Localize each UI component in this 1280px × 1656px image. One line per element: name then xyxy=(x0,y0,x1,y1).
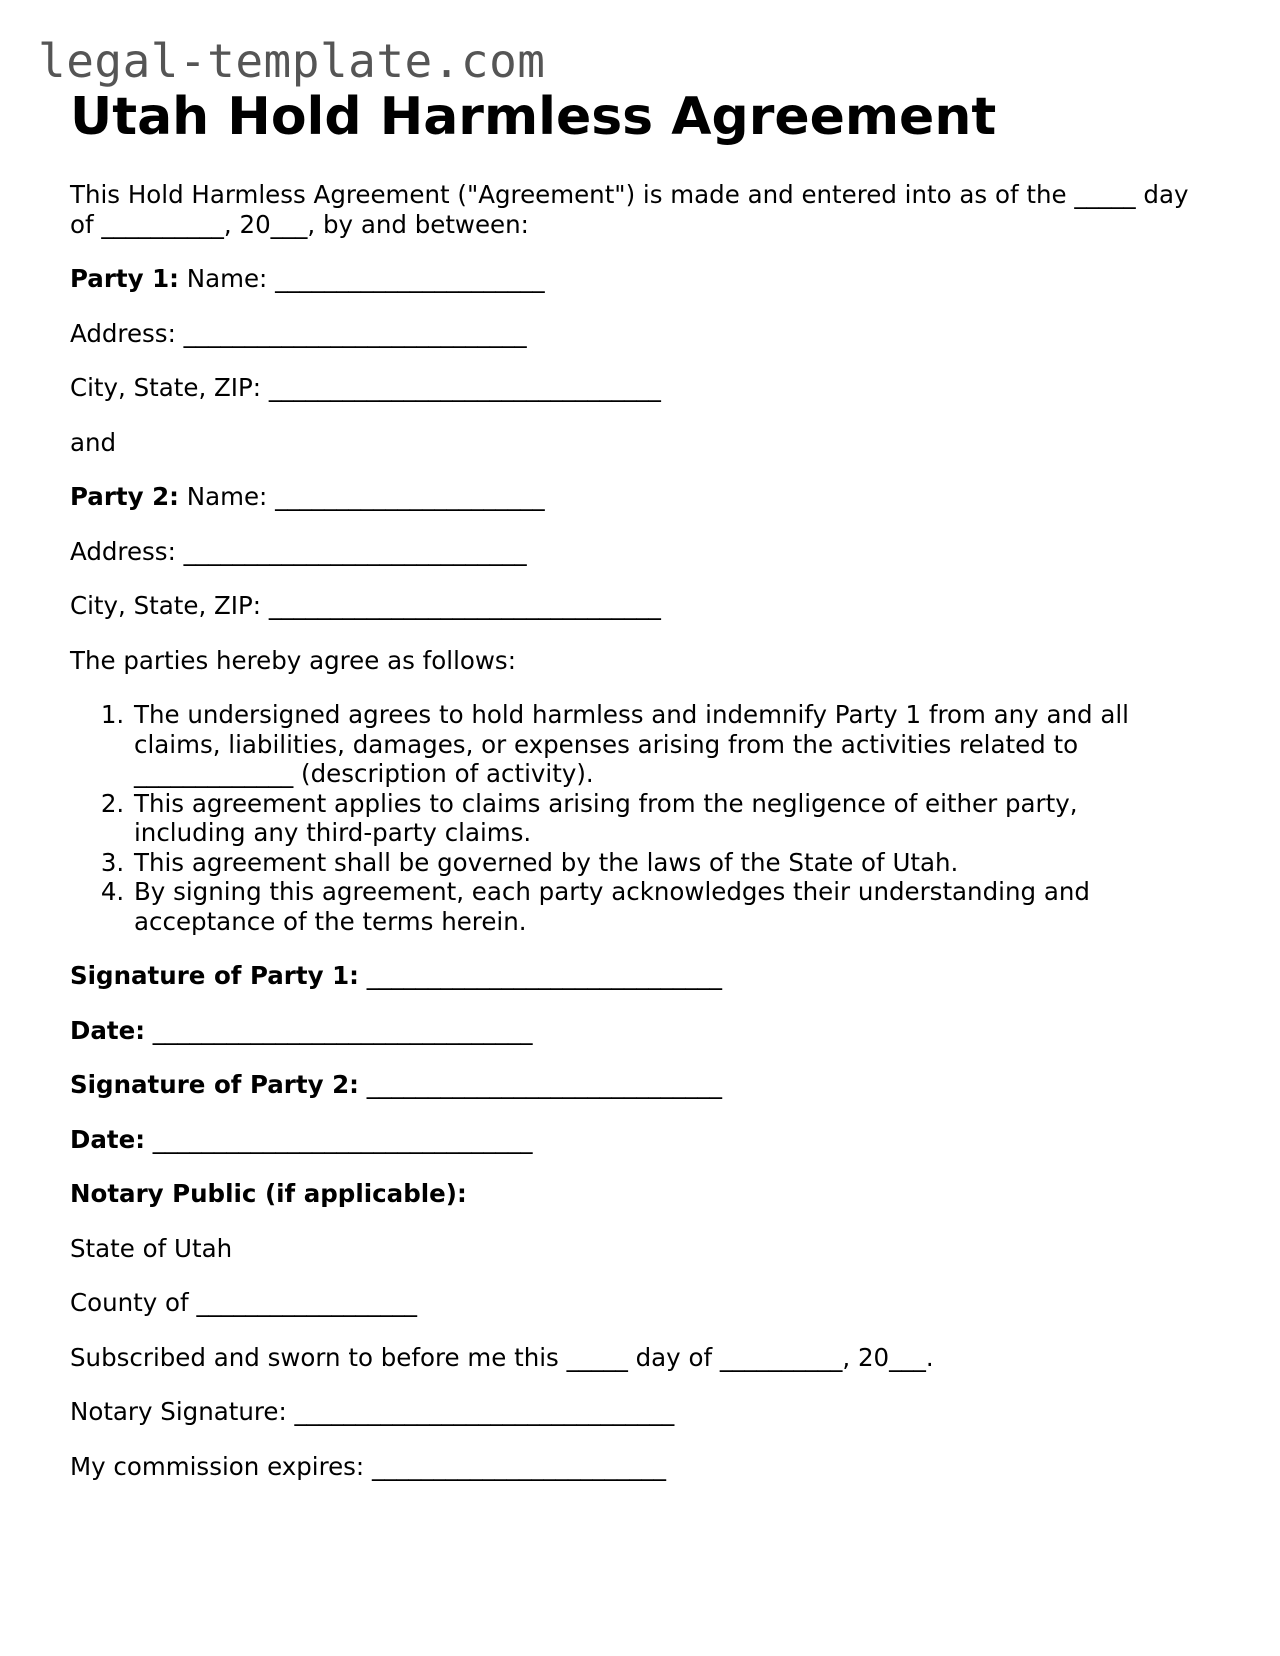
party2-city-line[interactable]: City, State, ZIP: ________________________________ xyxy=(70,591,661,620)
document-title: Utah Hold Harmless Agreement xyxy=(70,87,997,147)
party2-address-line[interactable]: Address: ____________________________ xyxy=(70,536,527,566)
party1-name-line xyxy=(70,264,1190,294)
term-item: 2. This agreement applies to claims arising from the negligence of either party, including any third-party claims. xyxy=(132,789,1190,848)
party1-name-field[interactable]: Name: ______________________ xyxy=(186,264,545,293)
party1-date-label: Date: xyxy=(70,1015,145,1045)
notary-state: State of Utah xyxy=(70,1233,233,1263)
notary-sworn-line[interactable]: Subscribed and sworn to before me this _____ day of __________, 20___. xyxy=(70,1342,934,1372)
party2-date-line xyxy=(70,1125,1190,1155)
party2-name-field[interactable]: Name: ______________________ xyxy=(186,482,545,511)
notary-commission-line[interactable]: My commission expires: ________________________ xyxy=(70,1451,666,1481)
party2-name-line xyxy=(70,482,1190,512)
party1-city-line[interactable]: City, State, ZIP: ________________________________ xyxy=(70,373,661,402)
party1-signature-line xyxy=(70,961,1190,991)
party2-date-field[interactable]: _______________________________ xyxy=(152,1124,533,1154)
notary-heading-text: Notary Public (if applicable): xyxy=(70,1179,467,1208)
notary-signature-line[interactable]: Notary Signature: _______________________________ xyxy=(70,1397,675,1426)
term-item: 4. By signing this agreement, each party acknowledges their understanding and acceptance of the terms herein. xyxy=(132,877,1190,936)
agree-intro: The parties hereby agree as follows: xyxy=(70,645,516,675)
party2-signature-field[interactable]: _____________________________ xyxy=(366,1070,722,1099)
intro-paragraph: This Hold Harmless Agreement ("Agreement") is made and entered into as of the _____ day of __________, 20___, by and between: xyxy=(70,180,1189,239)
term-item: 1. The undersigned agrees to hold harmless and indemnify Party 1 from any and all claims, liabilities, damages, or expenses arising from the activities related to _____________ (description of activity). xyxy=(132,700,1190,789)
party2-signature-line xyxy=(70,1070,1190,1100)
and-text: and xyxy=(70,427,117,457)
terms-list xyxy=(70,700,1190,936)
party1-date-field[interactable]: _______________________________ xyxy=(152,1015,533,1045)
site-watermark: legal-template.com xyxy=(38,34,546,88)
party1-signature-label: Signature of Party 1: xyxy=(70,961,359,990)
party2-label: Party 2: xyxy=(70,482,179,511)
notary-county-line[interactable]: County of __________________ xyxy=(70,1288,417,1317)
term-item: 3. This agreement shall be governed by the laws of the State of Utah. xyxy=(132,848,1190,878)
party2-date-label: Date: xyxy=(70,1124,145,1154)
party1-signature-field[interactable]: _____________________________ xyxy=(366,961,722,990)
party1-label: Party 1: xyxy=(70,264,179,293)
notary-heading xyxy=(70,1179,1190,1209)
party1-address-line[interactable]: Address: ____________________________ xyxy=(70,318,527,348)
party2-signature-label: Signature of Party 2: xyxy=(70,1070,359,1099)
agreement-body xyxy=(70,180,1190,1506)
party1-date-line xyxy=(70,1016,1190,1046)
